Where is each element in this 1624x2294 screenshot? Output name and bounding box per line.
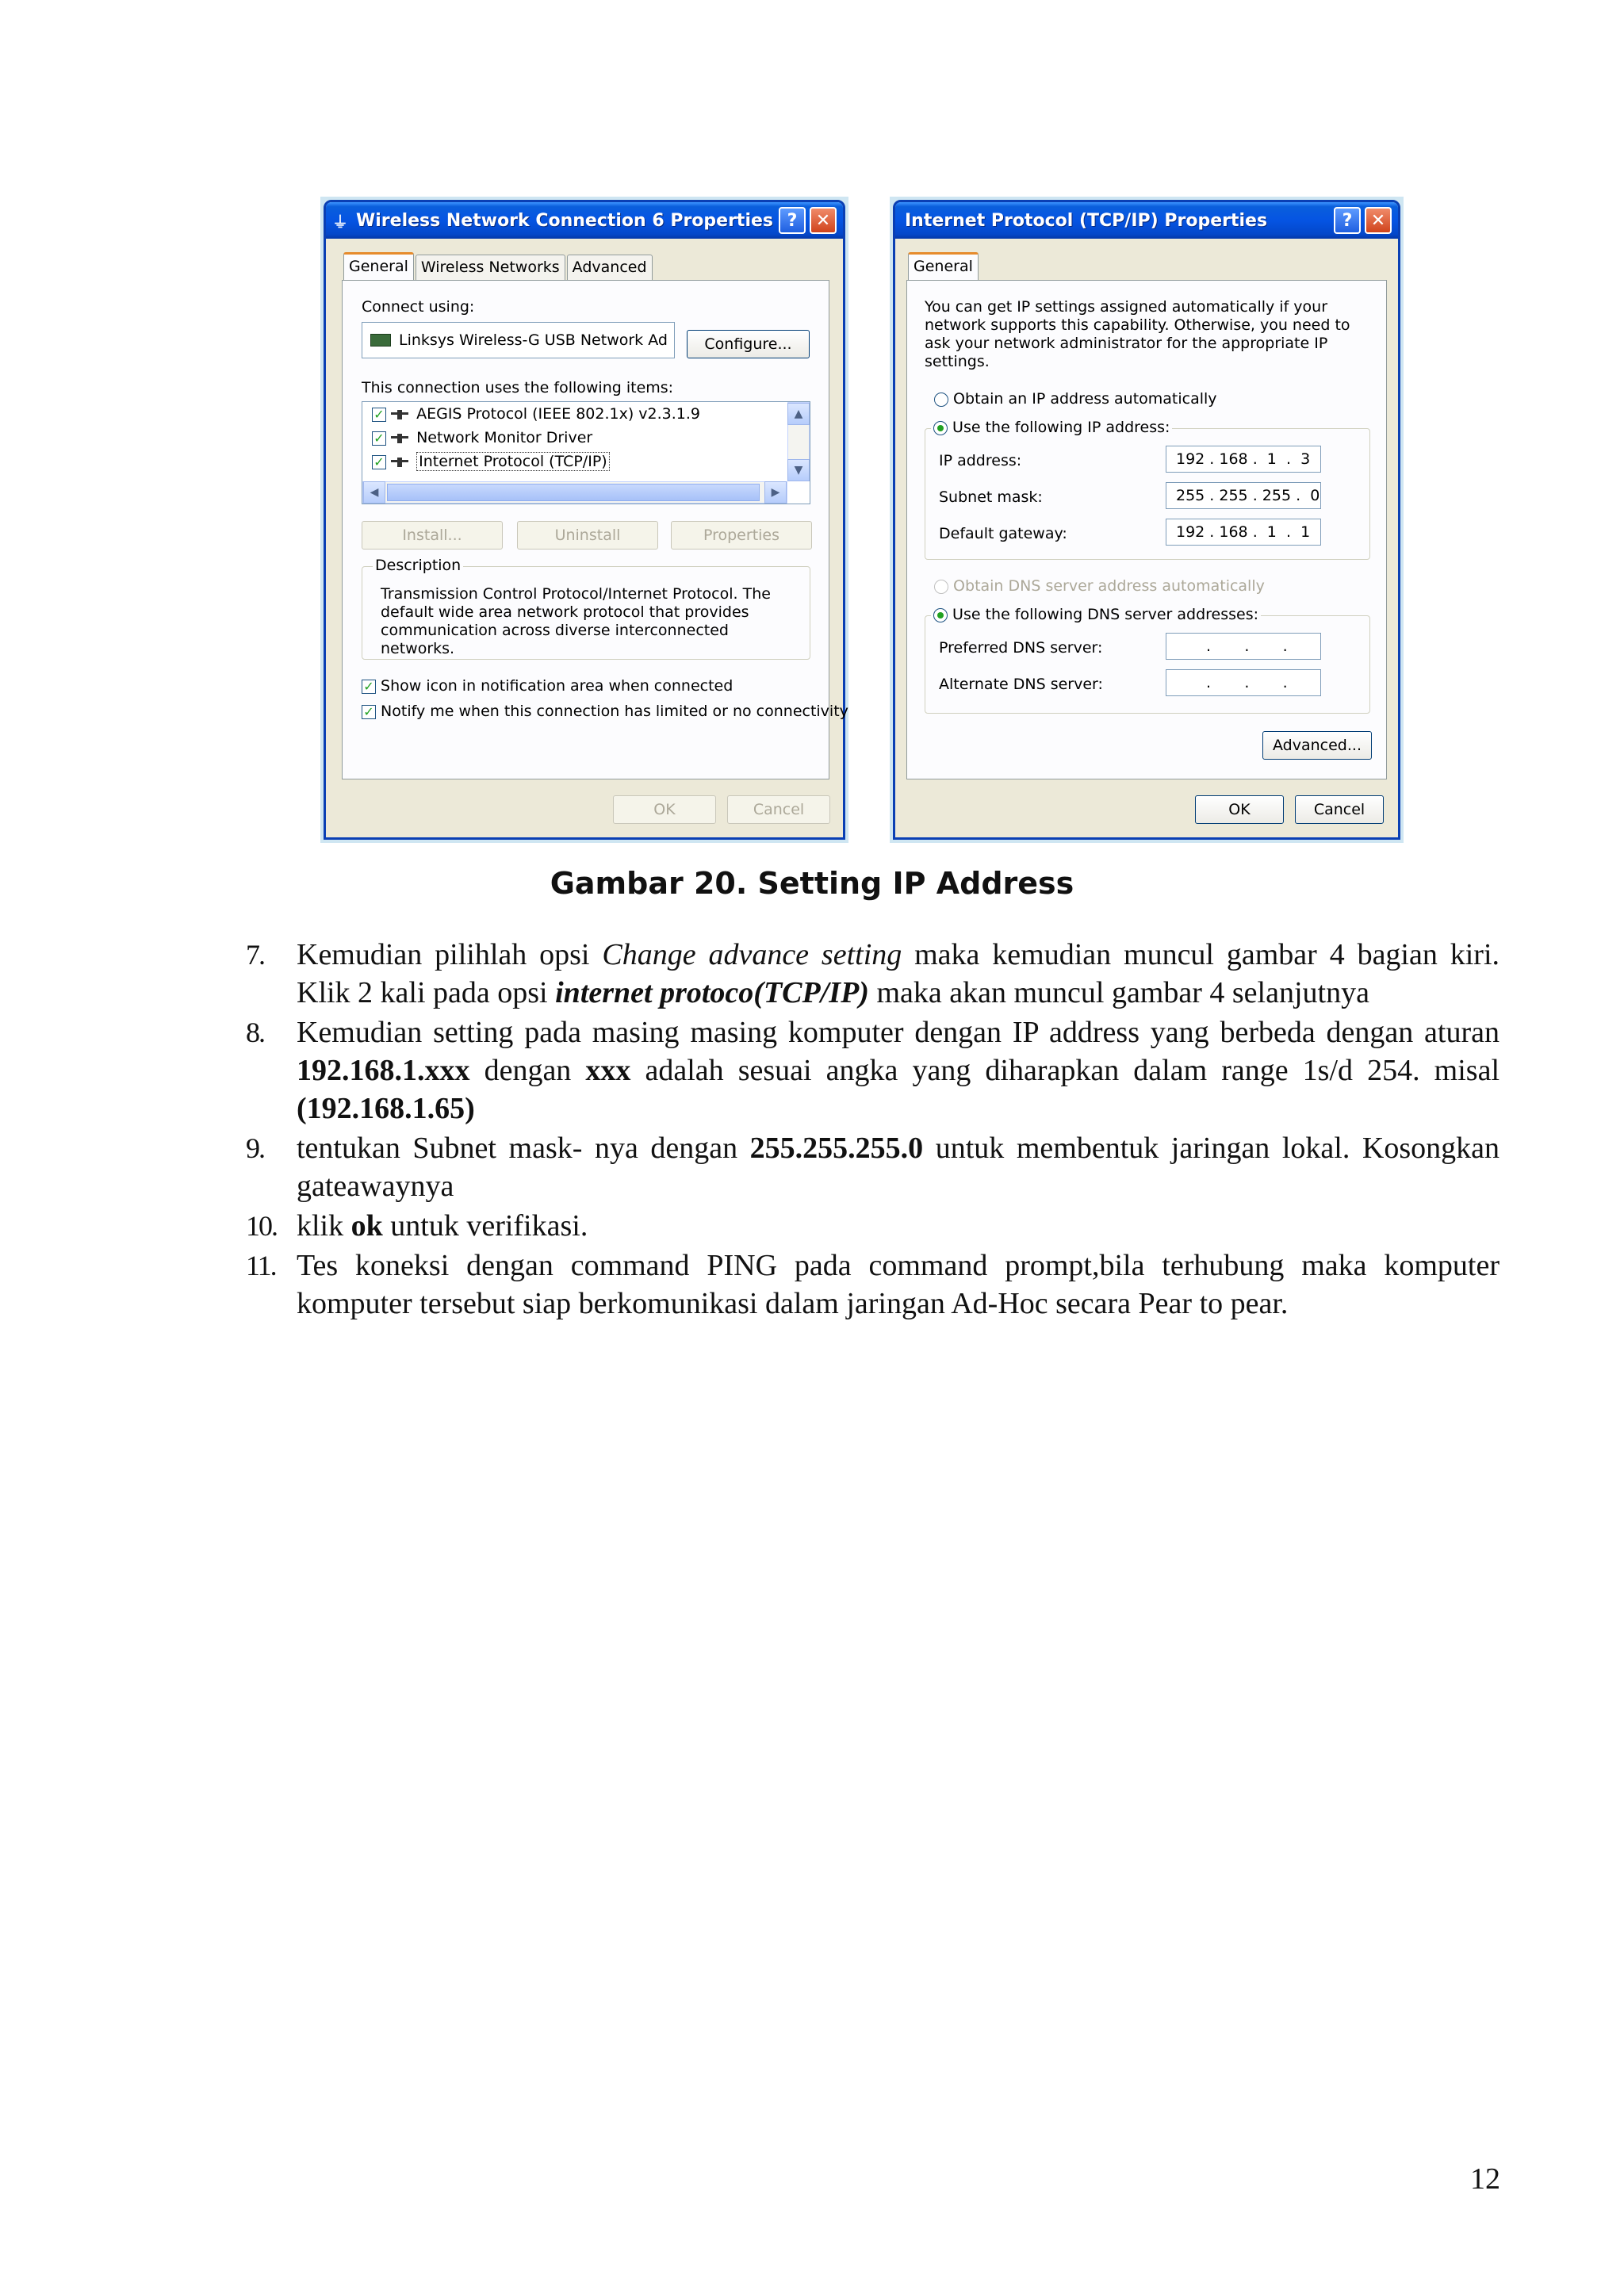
tab-general[interactable]: General: [908, 252, 979, 281]
step-text: adalah sesuai angka yang diharapkan dalam range 1s/d 254. misal: [630, 1054, 1500, 1087]
preferred-dns-label: Preferred DNS server:: [939, 639, 1103, 657]
wireless-properties-dialog: [324, 200, 848, 840]
steps-list: [246, 936, 1500, 1324]
use-ip-label: Use the following IP address:: [952, 419, 1170, 436]
preferred-dns-field[interactable]: . . .: [1166, 633, 1321, 660]
obtain-ip-option[interactable]: [934, 390, 1217, 408]
left-general-panel: [342, 280, 848, 779]
step-number: 9.: [246, 1132, 264, 1164]
ok-button[interactable]: OK: [613, 795, 716, 824]
adapter-field: [362, 322, 675, 358]
advanced-button[interactable]: Advanced...: [1262, 731, 1372, 760]
list-item: [246, 1207, 1500, 1245]
step-text: 192.168.1.xxx: [297, 1054, 470, 1087]
list-item: [246, 1129, 1500, 1205]
step-text: untuk membentuk jaringan lokal. Kosongkan gateawaynya: [297, 1132, 1500, 1203]
notify-checkbox[interactable]: ✓: [362, 705, 376, 719]
obtain-dns-radio[interactable]: [934, 580, 948, 594]
step-text: maka akan muncul gambar 4 selanjutnya: [868, 976, 1369, 1009]
gateway-field[interactable]: 192 . 168 . 1 . 1: [1166, 519, 1321, 546]
connect-using-label: Connect using:: [362, 298, 475, 316]
close-icon[interactable]: ✕: [810, 207, 837, 234]
subnet-mask-field[interactable]: 255 . 255 . 255 . 0: [1166, 482, 1321, 509]
intro-text: You can get IP settings assigned automatically if your network supports this capability. Otherwise, you need to ask your network administrator for the appropriate IP settings.: [925, 298, 1350, 370]
list-item[interactable]: [372, 405, 700, 423]
network-connection-icon: ⏚: [332, 212, 348, 232]
adapter-name: Linksys Wireless-G USB Network Ad: [399, 331, 668, 349]
step-number: 10.: [246, 1210, 277, 1242]
right-general-panel: [906, 280, 1387, 779]
tab-general[interactable]: General: [343, 252, 414, 281]
obtain-dns-label: Obtain DNS server address automatically: [953, 577, 1265, 595]
help-icon[interactable]: ?: [1334, 207, 1361, 234]
step-number: 11.: [246, 1250, 276, 1281]
protocol-icon: [391, 434, 408, 443]
cancel-button[interactable]: Cancel: [1295, 795, 1384, 824]
ip-address-field[interactable]: 192 . 168 . 1 . 3: [1166, 446, 1321, 473]
description-text: Transmission Control Protocol/Internet Protocol. The default wide area network protocol that provides communication across diverse interconnected networks.: [381, 585, 771, 657]
right-dialog-title: Internet Protocol (TCP/IP) Properties: [905, 210, 1268, 231]
tab-advanced[interactable]: Advanced: [567, 255, 653, 283]
tcpip-properties-dialog: [893, 200, 1400, 840]
alternate-dns-label: Alternate DNS server:: [939, 676, 1103, 693]
use-ip-option[interactable]: [931, 419, 1172, 436]
step-text: 255.255.255.0: [749, 1132, 924, 1165]
step-text: Kemudian pilihlah opsi: [297, 938, 603, 971]
scroll-right-icon[interactable]: ▶: [764, 481, 787, 504]
checkbox-aegis[interactable]: ✓: [372, 408, 386, 422]
item-label: AEGIS Protocol (IEEE 802.1x) v2.3.1.9: [416, 405, 701, 423]
show-icon-label: Show icon in notification area when connected: [381, 677, 733, 695]
list-item[interactable]: [372, 429, 592, 446]
scroll-down-icon[interactable]: ▼: [787, 459, 810, 481]
checkbox-network-monitor[interactable]: ✓: [372, 431, 386, 446]
item-label: Network Monitor Driver: [416, 429, 593, 446]
page-number: 12: [1470, 2162, 1500, 2196]
checkbox-tcpip[interactable]: ✓: [372, 455, 386, 469]
obtain-ip-radio[interactable]: [934, 393, 948, 407]
gateway-label: Default gateway:: [939, 525, 1067, 542]
items-label: This connection uses the following items:: [362, 379, 674, 396]
subnet-mask-label: Subnet mask:: [939, 488, 1043, 506]
protocol-icon: [391, 458, 408, 467]
step-number: 7.: [246, 939, 264, 971]
left-dialog-titlebar: [326, 202, 843, 239]
network-adapter-icon: [370, 334, 391, 347]
components-list: [362, 401, 810, 504]
help-icon[interactable]: ?: [779, 207, 806, 234]
list-item[interactable]: [372, 453, 610, 470]
step-text: untuk verifikasi.: [382, 1209, 588, 1243]
right-dialog-titlebar: [895, 202, 1398, 239]
use-dns-option[interactable]: [931, 606, 1261, 623]
install-button[interactable]: Install...: [362, 521, 503, 550]
dns-group: [925, 615, 1370, 714]
configure-button[interactable]: Configure...: [687, 330, 810, 358]
notify-option[interactable]: [362, 703, 848, 720]
step-text: tentukan Subnet mask- nya dengan: [297, 1132, 750, 1165]
horizontal-scrollbar[interactable]: [362, 481, 787, 504]
close-icon[interactable]: ✕: [1365, 207, 1392, 234]
step-text: (192.168.1.65): [297, 1092, 475, 1125]
obtain-dns-option[interactable]: [934, 577, 1265, 595]
step-text: Kemudian setting pada masing masing komputer dengan IP address yang berbeda dengan aturan: [297, 1016, 1500, 1049]
tab-wireless-networks[interactable]: Wireless Networks: [416, 255, 565, 283]
alternate-dns-field[interactable]: . . .: [1166, 669, 1321, 696]
list-item: [246, 1013, 1500, 1128]
scroll-left-icon[interactable]: ◀: [363, 481, 385, 504]
step-text: Tes koneksi dengan command PING pada command prompt,bila terhubung maka komputer komputer tersebut siap berkomunikasi dalam jaringan Ad-Hoc secara Pear to pear.: [297, 1249, 1500, 1320]
uninstall-button[interactable]: Uninstall: [517, 521, 658, 550]
ok-button[interactable]: OK: [1195, 795, 1284, 824]
list-item: [246, 936, 1500, 1012]
protocol-icon: [391, 410, 408, 419]
figure-caption: Gambar 20. Setting IP Address: [550, 866, 1074, 901]
vertical-scrollbar[interactable]: [787, 402, 810, 481]
use-dns-label: Use the following DNS server addresses:: [952, 606, 1259, 623]
scroll-up-icon[interactable]: ▲: [787, 403, 810, 425]
step-text: dengan: [469, 1054, 586, 1087]
use-ip-radio[interactable]: [933, 421, 948, 435]
properties-button[interactable]: Properties: [671, 521, 812, 550]
obtain-ip-label: Obtain an IP address automatically: [953, 390, 1217, 408]
step-number: 8.: [246, 1017, 264, 1048]
show-icon-option[interactable]: [362, 677, 733, 695]
step-text: ok: [350, 1209, 383, 1243]
step-text: Change advance setting: [602, 938, 902, 971]
left-dialog-title: Wireless Network Connection 6 Properties: [356, 210, 774, 231]
ip-address-label: IP address:: [939, 452, 1022, 469]
notify-label: Notify me when this connection has limited or no connectivity: [381, 703, 848, 720]
step-text: klik: [297, 1209, 351, 1243]
use-dns-radio[interactable]: [933, 608, 948, 622]
scroll-thumb[interactable]: [387, 484, 760, 501]
show-icon-checkbox[interactable]: ✓: [362, 680, 376, 694]
step-text: internet protoco(TCP/IP): [555, 976, 869, 1009]
item-label: Internet Protocol (TCP/IP): [416, 452, 610, 471]
list-item: [246, 1247, 1500, 1323]
step-text: maka kemudian muncul gambar 4 bagian kiri. Klik 2 kali pada opsi: [297, 938, 1500, 1009]
step-text: xxx: [585, 1054, 631, 1087]
description-label: Description: [373, 557, 463, 574]
cancel-button[interactable]: Cancel: [727, 795, 830, 824]
